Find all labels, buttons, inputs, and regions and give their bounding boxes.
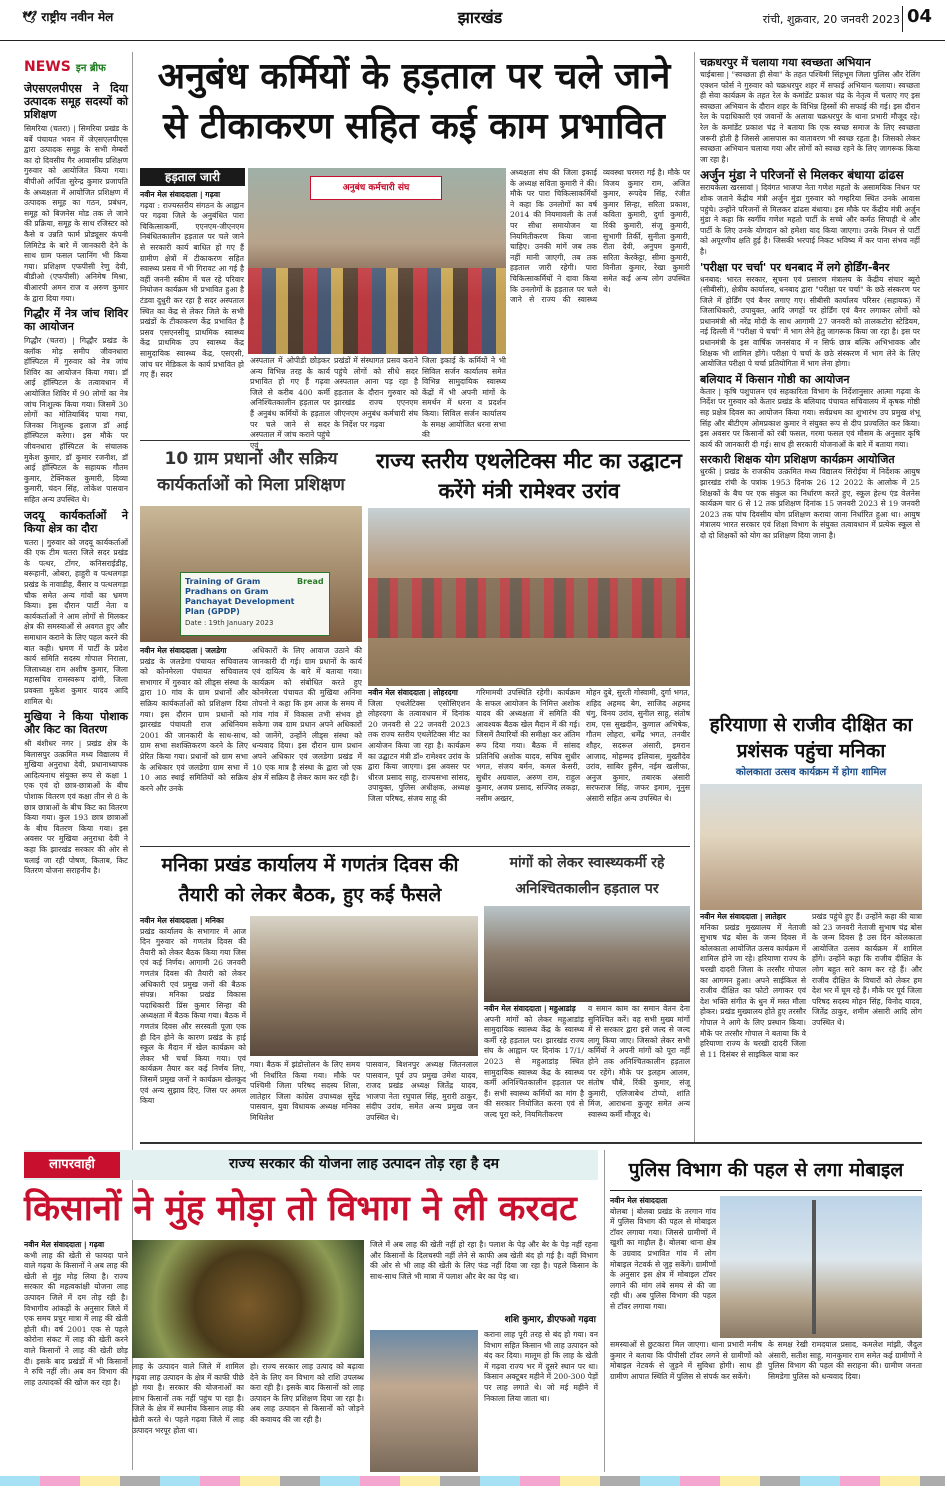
bottom-col-5 — [484, 1330, 598, 1472]
section-rule — [140, 846, 690, 847]
right-body: धुरकी | प्रखंड के राजकीय उत्क्रमित मध्य विद्यालय सिरोईया में निर्देशक आयुष झारखंड रांची के पत्रांक 1953 दिनांक 26 12 2022 के आलोक में 25 शिक्षकों के बैच पर एक संकुल का निर्धारण करते हुए, स्कूल हेल्थ एंड वेलनेस कार्यक्रम चार 6 से 12 तक प्रशिक्षण दिनांक 15 जनवरी 2023 से 19 जनवरी 2023 तक पांच दिवसीय योग प्रशिक्षण कराया जाना निर्धारित हुआ था। आयुष मंत्रालय भारत सरकार एवं शिक्षा विभाग के संयुक्त तत्वावधान में प्रत्येक स्कूल से दो दो शिक्षकों को योग का प्रशिक्षण दिया जाना है। — [700, 467, 920, 540]
athletics-body: मोहन दुबे, सुरती गोस्वामी, दुर्गा भगत, शहिद अहमद बेग, साजिद अहमद चंगु, विनय उरांव, सुनील साहू, संतोष राम, एस सुखदीन, कुणाल अभिषेक, गौतम लोहरा, धर्मेंद्र भगत, तनवीर शौहर, सदरूल अंसारी, इमरान आजाद, मोहम्मद इलियास, मुख्तौदेव उरांव, साबिर हुसैन, नईम खलीफा, अनुज कुमार, तबारक अंसारी सरफराज सिंह, जफर इमाम, नूनुस अंसारी सहित अन्य उपस्थित थे। — [586, 688, 690, 803]
manika-byline: नवीन मेल संवाददाता | मनिका — [140, 916, 224, 925]
date-line: रांची, शुक्रवार, 20 जनवरी 2023 — [762, 13, 900, 26]
lead-byline: नवीन मेल संवाददाता | गढ़वा — [140, 190, 221, 199]
brief-headline: गिद्धौर में नेत्र जांच शिविर का आयोजन — [24, 307, 128, 334]
news-badge: NEWS — [24, 59, 71, 75]
manika-body: पासवान, बिशनपुर अध्यक्ष जितनलाल पासवान, पूर्व उप प्रमुख उमेश यादव, राजद प्रखंड अध्यक्ष जितेंद्र यादव, भाजपा नेता रघुपाल सिंह, मुरारी ठाकुर, संदीप उरांव, समेत अन्य प्रमुख जन उपस्थित थे। — [366, 1060, 478, 1122]
lead-col-5 — [510, 168, 690, 438]
athletics-col-2 — [476, 688, 580, 844]
right-headline: चक्रधरपुर में चलाया गया स्वच्छता अभियान — [700, 56, 871, 69]
photo-chairs — [368, 578, 690, 638]
gram-col-2 — [252, 646, 362, 842]
dfo-photo — [370, 1330, 478, 1472]
brief-headline: मुखिया ने किया पोशाक और किट का वितरण — [24, 710, 128, 737]
banner-org: Bread — [297, 577, 324, 586]
brief-item — [24, 307, 128, 506]
lac-photo — [132, 1240, 364, 1358]
tower-byline: नवीन मेल संवाददाता — [610, 1196, 668, 1205]
lead-photo — [248, 168, 506, 354]
column-divider — [604, 1150, 605, 1472]
brief-item — [24, 82, 128, 304]
banner-date: Date : 19th January 2023 — [185, 619, 274, 627]
page-number: 04 — [902, 6, 947, 32]
brief-body: चतरा | गुरुवार को जदयू कार्यकर्ताओं की एक टीम चतरा जिले सदर प्रखंड के पत्थर, टोंगर, कनिसराईडीह, बरूहानी, ओबरा, हाहुरी व पत्थलगड़ा प्रखंड के नावाडीह, बैंसार व पत्थलगड़ा चौक समेत अन्य गांवों का भ्रमण किया। इस दौरान पार्टी नेता व कार्यकर्ताओं ने आम लोगों से मिलकर क्षेत्र की समस्याओं से अवगत हुए और समाधान कराने के लिए पहल करने की बात कही। भ्रमण में पार्टी के प्रदेश कार्य समिति सदस्य गोपाल निराला, जिलाध्यक्ष राम अशीष कुमार, जिला महासचिव रामस्वरूप दांगी, जिला प्रवक्ता मुकेश कुमार यादव आदि शामिल थे। — [24, 537, 128, 706]
manika-headline: मनिका प्रखंड कार्यालय में गणतंत्र दिवस की तैयारी को लेकर बैठक, हुए कई फैसले — [161, 854, 459, 906]
health-byline: नवीन मेल संवाददाता | महुआडांड़ — [484, 1004, 576, 1013]
haryana-byline: नवीन मेल संवाददाता | लातेहार — [700, 912, 786, 921]
right-headline: 'परीक्षा पर चर्चा' पर धनबाद में लगे होर्डिंग-बैनर — [700, 260, 890, 274]
section-title: झारखंड — [457, 8, 503, 27]
lead-col-3 — [334, 356, 418, 438]
manika-col-2 — [250, 1060, 360, 1138]
brief-body: गिद्धौर (चतरा) | गिद्धौर प्रखंड के क्लॉक मोड़ समीप जीवनधारा हॉस्पिटल में गुरुवार को नेत्र जांच शिविर का आयोजन किया गया। डॉ आई हॉस्पिटल के तत्वावधान में आयोजित शिविर में 90 लोगों का नेत्र जांच निःशुल्क किया गया। जिसमें 30 लोगों का मोतियाबिंद पाया गया, जिनका निःशुल्क इलाज डॉ आई हॉस्पिटल करेगा। इस मौके पर जीवनधारा हॉस्पिटल के संचालक मुकेश कुमार, डॉ कुमार रजनीश, डॉ आई हॉस्पिटल के सहायक गौतम कुमार, टेक्निकल कुमारी, दिव्या कुमारी, चंदन सिंह, लोकेश पासवान सहित अन्य उपस्थित थे। — [24, 336, 128, 504]
right-body: चाईबासा | "स्वच्छता ही सेवा" के तहत पश्चिमी सिंहभूम जिला पुलिस और रेलिंग एक्शन फोर्स ने गुरुवार को चक्रधरपुर शहर में सफाई अभियान चलाया। स्वच्छता ही सेवा कार्यक्रम के तहत रेल के कमांडेंट प्रकाश चंद्र के नेतृत्व में चलाए गए इस स्वच्छता अभियान के दौरान शहर के विभिन्न हिस्सों की सफाई की गई। इस दौरान रेल के पदाधिकारी एवं जवानों के अलावा चक्रधरपुर के थाना प्रभारी मौजूद रहे। रेल के कमांडेंट प्रकाश चंद्र ने बताया कि एक स्वच्छ समाज के लिए स्वच्छता जरूरी होती है जिससे आसपास का वातावरण भी स्वच्छ रहता है। जिसको लेकर स्वच्छता अभियान चलाया गया और लोगों को स्वच्छ रहने के लिए जागरूक किया जा रहा है। — [700, 70, 920, 164]
bottom-body: लाह के उत्पादन वाले जिले में शामिल गढ़वा लाह उत्पादन के क्षेत्र में काफी पीछे हो गया है। सरकार की योजनाओं का लाभ किसानों तक नहीं पहुंच पा रहा है। जिले के क्षेत्र में स्थानीय किसान लाह की खेती करते थे। पहले गढ़वा जिले में लाह उत्पादन भरपूर होता था। — [132, 1362, 244, 1435]
right-body: सरायकेला खरसावां | दिवंगत भाजपा नेता गणेश महतो के असामयिक निधन पर शोक जताने केंद्रीय मंत्री अर्जुन मुंडा गुरुवार को गम्हरिया स्थित उनके आवास पहुंचे। उन्होंने परिजनों से मिलकर ढांढस बंधाया। इस मौके पर केंद्रीय मंत्री अर्जुन मुंडा ने कहा कि स्वर्गीय गणेश महतो पार्टी के सच्चे और कर्मठ सिपाही थे और पार्टी के लिए उनके योगदान को हमेशा याद किया जाएगा। उनके निधन से पार्टी को अपूरणीय क्षति हुई है। जिसकी भरपाई निकट भविष्य में कर पाना संभव नहीं है। — [700, 183, 920, 256]
gram-body: अधिकारों के लिए आवाज उठाने की जानकारी दी गई। ग्राम प्रधानों के कार्य एवं दायित्व के बारे में बताया गया। कार्यक्रम को संबोधित करते हुए कोनमेरला पंचायत की मुखिया अनिमा तोपनो ने कहा कि हम आज के समय में गांव गांव में विकास तभी संभव हो सकेगा जब ग्राम प्रधान अपने अधिकारों को जानेंगे, उन्होंने लीड्स संस्था को धन्यवाद दिया। इस दौरान ग्राम प्रधान अपने अधिकार एवं जलडेगा प्रखंड में 10 एक मात्र है संस्था के द्वारा जो एक क्षेत्र में सक्रिय है लेकर काम कर रही है। — [252, 646, 362, 783]
lead-body: गढ़वा : राज्यस्तरीय संगठन के आह्वान पर गढ़वा जिले के अनुबंधित पारा चिकित्साकर्मी, एएनएम-जीएनएम निबंधितकालीन हड़ताल पर चले जाने से सरकारी कार्य बाधित हो गए हैं ग्रामीण क्षेत्रों में टीकाकरण सहित स्वास्थ्य प्रसव में भी गिरावट आ गई है वहीं जननी स्कीम में चल रहे परिवार नियोजन कार्यक्रम भी प्रभावित हुआ है टंडवा दुधुरी कर रहा है सदर अस्पताल स्थित का केंद्र से लेकर जिले के सभी प्रखंडों के टीकाकरण केंद्र प्रभावित है प्रसव एसएनसीयू प्राथमिक स्वास्थ्य केंद्र प्राथमिक उप स्वास्थ्य केंद्र सामुदायिक स्वास्थ्य केंद्र, एसएसी, जांच घर मेडिकल के कार्य प्रभावित हो गए हैं। सदर — [140, 200, 244, 380]
registration-strip — [0, 1476, 945, 1486]
haryana-col-2 — [812, 912, 922, 1140]
banner-title: Training of Gram Pradhans on Gram Panchayat Development Plan (GPDP) — [185, 577, 295, 616]
health-photo — [484, 906, 690, 1002]
athletics-body: गरिमामयी उपस्थिति रहेगी। कार्यक्रम के सफल आयोजन के निमित्त अशोक यादव की अध्यक्षता में समिति की आवश्यक बैठक खेल मैदान में की गई। जिसमें तैयारियों की समीक्षा कर अंतिम रूप दिया गया। बैठक में सांसद प्रतिनिधि अशोक यादव, सचिव सुधीर भगत, संजय बर्मन, कमल केसरी, सुधीर अग्रवाल, अरुण राम, राहुल कुमार, अजय प्रसाद, सज्जिद लकड़ा, नसीम अख्तर, — [476, 688, 580, 803]
athletics-photo — [368, 508, 690, 686]
bottom-byline: नवीन मेल संवाददाता | गढ़वा — [24, 1240, 105, 1249]
health-headline: मांगों को लेकर स्वास्थ्यकर्मी रहे अनिश्चितकालीन हड़ताल पर — [509, 855, 665, 897]
lead-col-1 — [140, 190, 244, 436]
athletics-col-1 — [368, 688, 470, 844]
bottom-tagbar — [24, 1150, 598, 1180]
lead-headline: अनुबंध कर्मियों के हड़ताल पर चले जाने से टीकाकरण सहित कई काम प्रभावित — [157, 56, 671, 147]
photo-banner: अनुबंध कर्मचारी संघ — [310, 176, 442, 200]
haryana-body: प्रखंड पहुंचे हुए हैं। उन्होंने कहा की यात्रा को 23 जनवरी नेताजी सुभाष चंद्र बोस के जन्म दिवस है उस दिन कोलकाता आयोजित उत्सव कार्यक्रम में शामिल होंगे। उन्होंने कहा कि राजीव दीक्षित के लोग बहुत सारे काम कर रहे हैं। और राजीव दीक्षित के विचारों को लेकर हम देश भर में घूम रहे हैं। मौके पर पूर्व जिला परिषद सदस्य मोहन सिंह, विनोद यादव, जितेंद्र ठाकुर, शमीम अंसारी आदि लोग उपस्थित थे। — [812, 912, 922, 1027]
tower-body: समस्याओं से छुटकारा मिल जाएगा। थाना प्रभारी मनीष कुमार ने बताया कि पीपीसी टॉवर लगने से ग्रामीणों को मोबाइल नेटवर्क से जुड़ने में सुविधा होगी। साथ ही ग्रामीण आपात स्थिति में पुलिस से संपर्क कर सकेंगे। — [610, 1340, 762, 1381]
right-body: केतार | कृषि पशुपालन एवं सहकारिता विभाग के निर्देशानुसार आत्मा गढ़वा के निर्देश पर गुरुवार को केतार प्रखंड के बलियाद पंचायत सचिवालय में कृषक गोष्ठी सह प्रक्षेत्र दिवस का आयोजन किया गया। सर्वप्रथम का शुभारंभ उप प्रमुख शंभू सिंह और बीटीएम ओमप्रकाश कुमार ने संयुक्त रूप से दीप प्रज्वलित कर किया। इस अवसर पर किसानों को रबी फसल, गरमा फसल एवं मौसम के अनुसार कृषि कार्य की जानकारी दी गई। साथ ही सरकारी योजनाओं के बारे में बताया गया। — [700, 386, 920, 449]
bottom-headline: किसानों ने मुंह मोड़ा तो विभाग ने ली करवट — [24, 1189, 577, 1229]
bottom-body: जिले में अब लाह की खेती नहीं हो रहा है। पलाश के पेड़ और बेर के पेड़ नहीं रहना और किसानों के दिलचस्पी नहीं लेने से काफी अब खेती बंद हो गई है। वहीं विभाग की ओर से भी लाह की खेती के लिए फंड नहीं दिया जा रहा है। पहले किसान के साथ-साथ जिले भी मात्रा में पलाश और बेर का पेड़ था। — [370, 1240, 598, 1281]
bottom-col-3 — [250, 1362, 364, 1472]
lead-col-4 — [422, 356, 506, 438]
haryana-photo — [700, 784, 922, 910]
bottom-subhead: राज्य सरकार की योजना लाह उत्पादन तोड़ रहा है दम — [228, 1156, 500, 1172]
tower-col-1 — [610, 1196, 716, 1336]
gram-headline: 10 ग्राम प्रधानों और सक्रिय कार्यकर्ताओं को मिला प्रशिक्षण — [157, 449, 345, 495]
health-col-1 — [484, 1004, 584, 1138]
tower-mast-icon — [812, 1200, 816, 1334]
section-rule — [140, 1142, 922, 1144]
lead-body: अध्यक्षता संघ की जिला इकाई के अध्यक्ष सविता कुमारी ने की। मौके पर पारा चिकित्साकर्मियों ने कहा कि उनलोगों का वर्ष 2014 की नियमावली के तर्ज पर सीधा समायोजन या नियमितीकरण किया जाना चाहिए। उनकी मांगें जब तक नहीं मानी जाएगी, तब तक हड़ताल जारी रहेगी। पारा चिकित्साकर्मियों ने दावा किया कि उनलोगों के हड़ताल पर चले जाने से राज्य की स्वास्थ्य व्यवस्था चरमरा गई है। मौके पर विजय कुमार राम, अजित कुमार, रूपदेव सिंह, रंजीत कुमार सिन्हा, सरिता प्रकाश, कविता कुमारी, दुर्गा कुमारी, रिंकी कुमारी, संजू कुमारी, सुभागी तिर्की, सुनीता कुमारी, रीता देवी, अनुपम कुमारी, सरिता केरकेट्टा, सीमा कुमारी, विनीता कुमार, रेखा कुमारी समेत कई अन्य लोग उपस्थित थे। — [510, 168, 690, 305]
brief-item — [24, 710, 128, 877]
lead-body: प्रखंडों में संस्थागत प्रसव कराने पहुंचे लोगों को सीधे सदर अस्पताल आना पड़ रहा है हड़ताल के दौरान गुरुवार को झारखंड राज्य एएनएम जीएनएम अनुबंध कर्मचारी संघ के निर्देश पर गढ़वा — [334, 356, 418, 429]
health-col-2 — [588, 1004, 690, 1138]
athletics-headline: राज्य स्तरीय एथलेटिक्स मीट का उद्घाटन करेंगे मंत्री रामेश्वर उरांव — [376, 449, 682, 503]
bottom-col-1 — [24, 1240, 128, 1472]
brief-body: सिमरिया (चतरा) | सिमरिया प्रखंड के बर्बे पंचायत भवन में जेएसएलपीएस द्वारा उत्पादक समूह के सभी मेम्बरों का दो दिवसीय गैर आवासीय प्रशिक्षण गुरुवार को आयोजित किया गया। बीपीओ अर्पिता सुरेन्द्र कुमार प्रजापति के अध्यक्षता में आयोजित प्रशिक्षण में उत्पादक समूह का गठन, प्रबंधन, समूह को बिजनेस मोड तक ले जाने की प्रक्रिया, समूह के साथ रजिस्टर को कैसे व उन्नति फार्म प्रोड्यूसर कंपनी लिमिटेड के बारे में जानकारी देने के साथ ग्राम फसल प्लानिंग भी किया गया। प्रशिक्षण एफपीसी रेणु देवी, बीडीओ (एफपीसी) अनिमेष मिश्रा, बीआरपी अमन राज व अरुण कुमार के द्वारा दिया गया। — [24, 124, 128, 303]
bottom-body: कभी लाह की खेती से फायदा पाने वाले गढ़वा के किसानों ने अब लाह की खेती से मुंह मोड़ लिया है। राज्य सरकार की महत्वकांक्षी योजना लाह उत्पादन जिले में दम तोड़ रही है। विभागीय आंकड़ों के अनुसार जिले में एक समय प्रचुर मात्रा में लाह की खेती होती थी। वर्ष 2001 एक से पहले कोरोना संकट में लाह की खेती करने वाले किसानों ने लाह की खेती छोड़ दी। इसके बाद प्रखंडों में भी किसानों ने रुचि नहीं ली। अब वन विभाग की लाह उत्पादकों की खोज कर रहा है। — [24, 1250, 128, 1387]
bottom-col-2 — [132, 1362, 244, 1472]
haryana-col-1 — [700, 912, 806, 1140]
right-headline: सरकारी शिक्षक योग प्रशिक्षण कार्यक्रम आयोजित — [700, 453, 895, 467]
tower-col-2 — [610, 1340, 762, 1472]
bottom-col-4 — [370, 1240, 598, 1312]
paper-name: 🕊 राष्ट्रीय नवीन मेल — [22, 10, 114, 24]
manika-col-1 — [140, 916, 246, 1138]
lead-body: जिला इकाई के कर्मियों ने भी सिविल सर्जन कार्यालय समेत विभिन्न सामुदायिक स्वास्थ्य केंद्रों में भी अपनी मांगों के समर्थन में धरना व प्रदर्शन किया। सिविल सर्जन कार्यालय के समक्ष आयोजित धरना सभा की — [422, 356, 506, 440]
tower-col-3 — [768, 1340, 922, 1472]
bottom-body: कराना लाह पूरी तरह से बंद हो गया। वन विभाग सहित किसान भी लाह उत्पादन को बंद कर दिया। मालूम हो कि लाह के खेती में गढ़वा राज्य भर में दूसरे स्थान पर था। किसान अक्टूबर महीने में 200-300 पेड़ों पर लाह लगाते थे। जो मई महीने में निकाला लिया जाता था। — [484, 1330, 598, 1403]
training-banner — [180, 572, 330, 636]
manika-body: प्रखंड कार्यालय के सभागार में आज दिन गुरुवार को गणतंत्र दिवस की तैयारी को लेकर बैठक किया गया जिस एवं कई निर्णय। आगामी 26 जनवरी गणतंत्र दिवस की तैयारी को लेकर अधिकारी एवं प्रमुख जनों की बैठक संपन्न। मनिका प्रखंड विकास पदाधिकारी प्रिंस कुमार सिन्हा की अध्यक्षता में बैठक किया गया। बैठक में गणतंत्र दिवस और सरस्वती पूजा एक ही दिन होने के कारण प्रखंड के हाई स्कूल के मैदान में खेल कार्यक्रम को लेकर भी चर्चा किया गया। एवं कार्यक्रम तैयार कर कई निर्णय लिए, जिसमें प्रमुख जनों ने कार्यक्रम खेलकूद एवं अन्य सुझाव दिए, जिस पर अमल किया — [140, 926, 246, 1106]
brief-item — [24, 509, 128, 708]
athletics-byline: नवीन मेल संवाददाता | लोहरदगा — [368, 688, 458, 697]
health-body: व समान काम का समान वेतन देना सुनिश्चित करें। वह सभी मुख्य मांगों में से सरकार द्वारा इसे जल्द से जल्द लागू किया जाए। जिसको लेकर सभी कर्मियों ने अपनी मांगों को पूरा नहीं होने तक अनिश्चितकालीन हड़ताल पर रहेंगे। मौके पर इलहम आलम, संतोष चौबे, रिंकी कुमार, संजू कुमारी, एलिजाबेथ टोप्पो, शांति मिंज, आराधना कुजूर समेत अन्य स्वास्थ्य कर्मी मौजूद थे। — [588, 1004, 690, 1119]
bottom-body: हो। राज्य सरकार लाह उत्पाद को बढ़ावा देने के लिए वन विभाग को राशि उपलब्ध करा रही है। इसके बाद किसानों को लाह उत्पादन के लिए प्रशिक्षण दिया जा रहा है। अब लाह उत्पादन से किसानों को जोड़ने की कवायद की जा रही है। — [250, 1362, 364, 1424]
right-headline: अर्जुन मुंडा ने परिजनों से मिलकर बंधाया ढांढस — [700, 168, 904, 183]
lead-col-2 — [250, 356, 330, 450]
news-brief-badge — [24, 56, 128, 78]
tower-body: के समक्ष रेखी रामदयाल प्रसाद, कमलेश मांझी, जैदुल अंसारी, सतीश साहू, मानकुमार राम समेत कई ग्रामीणों ने पुलिस विभाग की पहल की सराहना की। ग्रामीण जनता सिमडेगा पुलिस को धन्यवाद दिया। — [768, 1340, 922, 1381]
gram-byline: नवीन मेल संवाददाता | जलडेगा — [140, 646, 227, 655]
lead-kicker: हड़ताल जारी — [140, 168, 245, 186]
brief-body: श्री बंशीधर नगर | प्रखंड क्षेत्र के बिलासपुर उत्क्रमित मध्य विद्यालय में मुखिया अनुराधा देवी, प्रधानाध्यापक आदित्यनाथ संयुक्त रूप से कक्षा 1 एक एवं दो छात्र-छात्राओं के बीच पोशाक वितरण एवं कक्षा तीन से 8 के छात्र छात्राओं के बीच किट का वितरण किया गया। कुल 193 छात्र छात्राओं के बीच वितरण किया गया। इस अवसर पर मुखिया अनुराधा देवी ने कहा कि झारखंड सरकार की ओर से चलाई जा रही पोषण, किताब, किट वितरण योजना सराहनीय है। — [24, 739, 128, 876]
in-brief-label: इन ब्रीफ — [75, 63, 106, 74]
manika-col-3 — [366, 1060, 478, 1138]
tower-body: बोलबा | बोलबा प्रखंड के तरगान गांव में पुलिस विभाग की पहल से मोबाइल टॉवर लगाया गया। जिससे ग्रामीणों में खुशी का माहौल है। बोलबा थाना क्षेत्र के उग्रवाद प्रभावित गांव में लोग मोबाइल नेटवर्क से जुड़ सकेंगे। ग्रामीणों के अनुसार इस क्षेत्र में मोबाइल टॉवर लगाने की मांग लंबे समय से की जा रही थी। अब पुलिस विभाग की पहल से टॉवर लगाया गया। — [610, 1206, 716, 1311]
photo-caption: शशि कुमार, डीएफओ गढ़वा — [504, 1315, 596, 1325]
gram-body: प्रखंड के जलडेगा पंचायत सचिवालय को कोनमेरला पंचायत सचिवालय सभागार में गुरुवार को लीड्स संस्था के द्वारा 10 गांव के ग्राम प्रधानों और सक्रिय कार्यकर्ताओं को प्रशिक्षण दिया गया। इस दौरान ग्राम प्रधानों को झारखंड पंचायती राज अधिनियम 2001 की जानकारी के साथ-साथ, ग्राम सभा सशक्तिकरण करने के लिए प्रेरित किया गया। प्रधानों को ग्राम सभा के अधिकार एवं जलडेगा ग्राम सभा में 10 आठ स्थाई समितियों को सक्रिय करने और उनके — [140, 656, 248, 793]
photo-crowd — [248, 268, 506, 354]
brief-headline: जेएसएलपीएस ने दिया उत्पादक समूह सदस्यों को प्रशिक्षण — [24, 82, 128, 121]
tower-headline: पुलिस विभाग की पहल से लगा मोबाइल — [610, 1150, 922, 1191]
athletics-col-3 — [586, 688, 690, 844]
column-divider — [694, 52, 695, 1142]
haryana-headline: हरियाणा से राजीव दीक्षित का प्रशंसक पहुंचा मनिका — [700, 712, 922, 764]
bottom-tag: लापरवाही — [24, 1152, 120, 1178]
bird-logo-icon: 🕊 — [22, 10, 38, 24]
tower-photo — [720, 1196, 922, 1338]
manika-photo — [250, 916, 478, 1056]
manika-body: गया। बैठक में झंडोत्तोलन के लिए समय भी निर्धारित किया गया। मौके पर पश्चिमी जिला परिषद सदस्य शिला, लातेहार जिला कांग्रेस उपाध्यक्ष सुरेंद्र पासवान, युवा विधायक अध्यक्ष मनिका मिथिलेश — [250, 1060, 360, 1122]
right-headline: बलियाद में किसान गोष्ठी का आयोजन — [700, 372, 850, 386]
section-rule — [140, 440, 690, 441]
haryana-body: मनिका प्रखंड मुख्यालय में नेताजी सुभाष चंद्र बोस के जन्म दिवस में कोलकाता आयोजित उत्सव कार्यक्रम में शामिल होने जा रहे। हरियाणा राज्य के चरखी दादरी जिला के तरसौर गोपाल का आगमन हुआ। अपने साईकिल से राजीव दीक्षित का फोटो लगाकर एवं देश भक्ति संगीत के धुन में मस्त मौला होकर। प्रखंड मुख्यालय होते हुए तरसौर गोपाल ने आगे के लिए प्रस्थान किया। मौके पर तरसौर गोपाल ने बताया कि वे हरियाणा राज्य के चरखी दादरी जिला से 11 दिसंबर से साइकिल यात्रा कर — [700, 922, 806, 1059]
lead-body: अस्पताल में ओपीडी छोड़कर अन्य विभिन्न तरह के कार्य प्रभावित हो गए हैं गढ़वा जिले से करीब 400 कर्मी अनिश्चितकालीन हड़ताल पर हैं अनुबंध कर्मियों के हड़ताल पर चले जाने से सदर अस्पताल में जांच कराने पहुंचे एवं — [250, 356, 330, 450]
brief-headline: जदयू कार्यकर्ताओं ने किया क्षेत्र का दौरा — [24, 508, 128, 535]
haryana-subhead: कोलकाता उत्सव कार्यक्रम में होगा शामिल — [700, 764, 922, 782]
gram-photo — [140, 506, 362, 642]
gram-col-1 — [140, 646, 248, 842]
right-body: धनबाद: भारत सरकार, सूचना एवं प्रसारण मंत्रालय के केंद्रीय संचार ब्यूरो (सीबीसी), क्षेत्रीय कार्यालय, धनबाद द्वारा "परीक्षा पर चर्चा" के छठे संस्करण पर जिले में होर्डिंग एवं बैनर लगाए गए। सीबीसी कार्यालय परिसर (सहायक) में जिलाधिकारी, उपायुक्त, आदि जगहों पर होर्डिंग एवं बैनर लगाकर लोगों को प्रधानमंत्री श्री नरेंद्र मोदी के साथ आगामी 27 जनवरी को तालकटोरा स्टेडियम, नई दिल्ली में "परीक्षा पे चर्चा" में भाग लेने हेतु जागरूक किया जा रहा है। इस पर प्रधानमंत्री के इस वार्षिक जनसंवाद में न सिर्फ छात्र बल्कि अभिभावक और शिक्षक भी शामिल होंगे। परीक्षा पे चर्चा के छठे संस्करण में भाग लेने के लिए आयोजित परीक्षा पे चर्चा प्रतियोगिता में भाग लेना होगा। — [700, 274, 920, 369]
athletics-body: जिला एथलेटिक्स एसोसिएशन लोहरदगा के तत्वावधान में दिनांक 20 जनवरी से 22 जनवरी 2023 तक राज्य स्तरीय एथलेटिक्स मीट का आयोजन किया जा रहा है। कार्यक्रम का उद्घाटन मंत्री डॉ० रामेश्वर उरांव के द्वारा किया जाएगा। इस अवसर पर धीरज प्रसाद साहू, राज्यसभा सांसद, उपायुक्त, पुलिस अधीक्षक, अध्यक्ष जिला परिषद, संजय साहू की — [368, 698, 470, 803]
health-body: अपनी मांगों को लेकर महुआडांड़ सामुदायिक स्वास्थ्य केंद्र के स्वास्थ्य कर्मी रहे हड़ताल पर। झारखंड राज्य संघ के आह्वान पर दिनांक 17/1/ 2023 से महुआडांड़ स्थित सामुदायिक स्वास्थ्य केंद्र के स्वास्थ्य कर्मी अनिश्चितकालीन हड़ताल पर हैं। सभी स्वास्थ्य कर्मियों का मांग है की सरकार नियोजित करना एवं से जल्द पूरा करे, नियमितीकरण — [484, 1014, 584, 1119]
masthead — [0, 0, 945, 41]
